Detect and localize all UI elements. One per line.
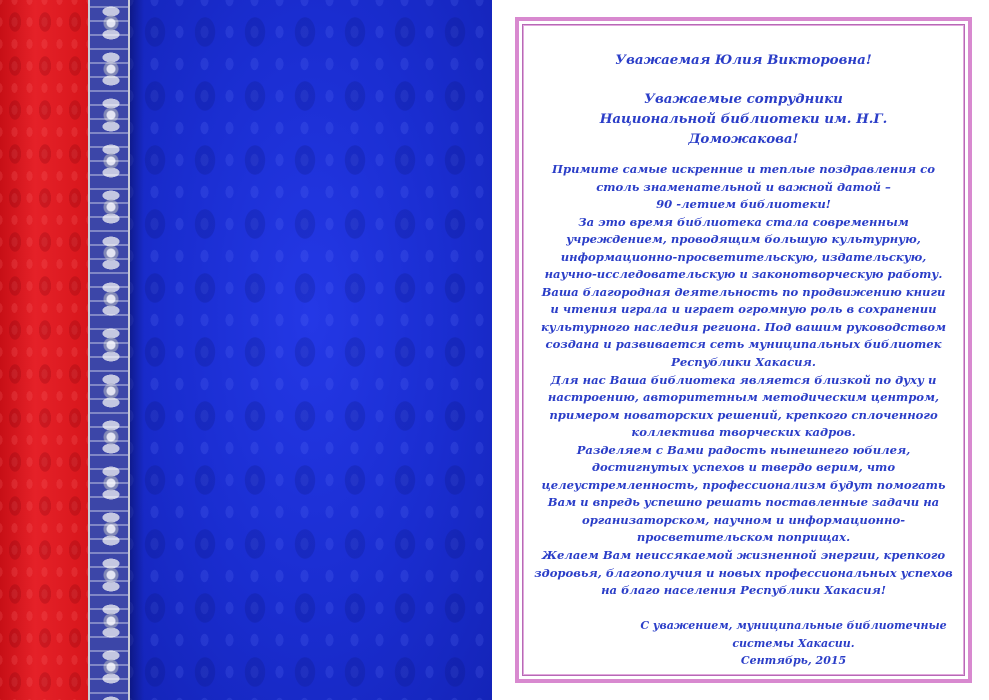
body-line: столь знаменательной и важной датой –: [596, 179, 891, 194]
letter-signature: [631, 617, 956, 670]
card-cover: [0, 0, 492, 700]
body-line: Ваша благородная деятельность по продвижению книги: [541, 284, 946, 299]
body-line: примером новаторских решений, крепкого сплоченного: [549, 407, 938, 422]
letter-body: [533, 161, 954, 600]
body-line: на благо населения Республики Хакасия!: [601, 583, 886, 598]
body-line: целеустремленность, профессионализм будут помогать: [541, 477, 946, 492]
signature-line: системы Хакасии.: [732, 636, 855, 650]
body-line: коллектива творческих кадров.: [631, 425, 856, 440]
body-line: Примите самые искренние и теплые поздравления со: [552, 162, 935, 176]
body-line: достигнутых успехов и твердо верим, что: [591, 460, 896, 475]
greeting-line-2: [533, 89, 954, 149]
body-line: организаторском, научном и информационно-: [581, 512, 906, 527]
body-line: и чтения играла и играет огромную роль в сохранении: [550, 302, 937, 317]
letter-text: [533, 52, 954, 600]
greeting-2-line: Уважаемые сотрудники: [644, 91, 843, 107]
body-line: Разделяем с Вами радость нынешнего юбилея,: [576, 442, 911, 457]
body-line: Вам и впредь успешно решать поставленные задачи на: [547, 495, 940, 510]
body-line: учреждением, проводящим большую культурную,: [566, 232, 921, 247]
body-line: 90 -летием библиотеки!: [656, 197, 831, 212]
cover-blue-damask-panel: [130, 0, 492, 700]
body-line: научно-исследовательскую и законотворческую работу.: [544, 267, 943, 282]
cover-silver-ornament-strip: [88, 0, 130, 700]
body-line: информационно-просветительскую, издательскую,: [560, 249, 927, 264]
greeting-2-line: Доможакова!: [688, 131, 799, 147]
body-line: За это время библиотека стала современным: [578, 214, 909, 229]
signature-line: С уважением, муниципальные библиотечные: [640, 619, 947, 632]
letter-page: [515, 17, 972, 683]
cover-fold-shadow: [130, 0, 144, 700]
body-line: Желаем Вам неиссякаемой жизненной энергии, крепкого: [541, 548, 946, 563]
body-line: культурного наследия региона. Под вашим руководством: [541, 319, 946, 334]
signature-date: Сентябрь, 2015: [740, 654, 847, 667]
body-line: просветительском поприщах.: [636, 530, 851, 545]
greeting-2-line: Национальной библиотеки им. Н.Г.: [599, 111, 888, 127]
body-line: Республики Хакасия.: [671, 355, 816, 370]
body-line: здоровья, благополучия и новых профессиональных успехов: [534, 565, 953, 580]
body-line: создана и развивается сеть муниципальных библиотек: [545, 337, 942, 352]
cover-red-band: [0, 0, 88, 700]
body-line: настроению, авторитетным методическим центром,: [547, 390, 940, 405]
greeting-line-1: Уважаемая Юлия Викторовна!: [615, 52, 872, 68]
body-line: Для нас Ваша библиотека является близкой по духу и: [550, 372, 937, 387]
